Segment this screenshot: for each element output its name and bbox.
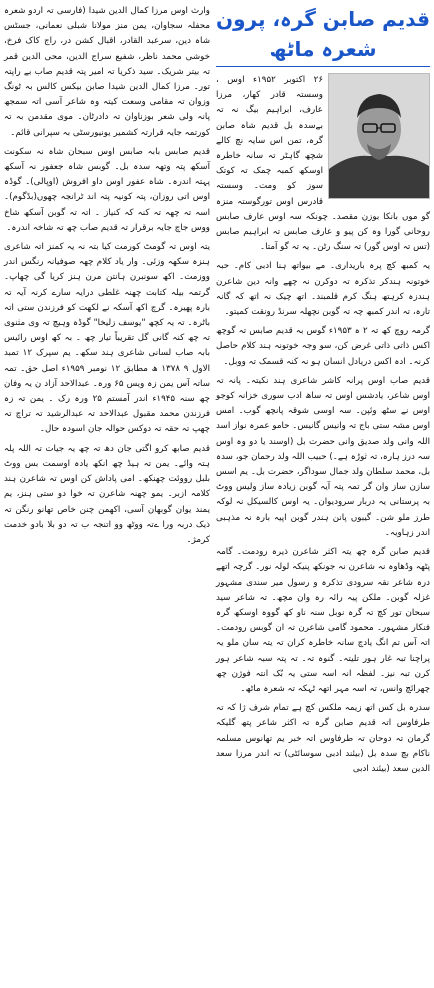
article-title: قدیم صابن گرہ، پرون شعرہ ماٹھ bbox=[216, 4, 430, 67]
portrait-illustration bbox=[329, 74, 429, 198]
right-paragraph-6: سدرہ بل کس اتھ زیمہ ملکس کچ ہے تمام شرف ژا کہ تہ طرفاوس اتہ قدیم صابن گرہ تہ اکثر شاعر پتھ گلیکہ گرمان تہ دوحان تہ طرفاوس اتہ خبر یم تھانوس مسلمہ ناکام بچ سدہ بل (بیئند ادبی سوسائٹی) تہ اندر مرزا سعد الدین سعد (بیئند ادبی bbox=[216, 703, 430, 774]
right-paragraph-4: قدیم صاب اوس پرانہ کاشر شاعری ہند نکیتہ۔ پانہ تہ اوس شاعر، یادشس اوس تہ ساھ ادب سوری خزانہ کوجو اوس نے سٹھ وئپن۔ سہ اوسی شوقہ پانچھ گوب۔ امس اوس مشہ ستی باج تہ وانیس گانیس۔ حامو عمرہ نواز اسد اللہ وانی ولد صدیق وانی حضرت بل (اوسند یا دو وہ اوس سہ درز ہارہ، تہ ثوڑہ ہے۔) حبیب اللہ ولد رحمان جو، سدہ بل، محمد سلطان ولد جمال سوداگر، حضرت بل۔ یم اسس سازن ساز وان گر تمہ پتہ آیہ گوبن زیادہ ساز ولیس ووٹ بہ پرستانی یہ دربار سرودیوان۔ یہ اوس کالسیکل نہ لوکہ طرز ملو شن۔ گیبوں پانن ہندر گوبن اپیہ بارہ نہ مذہبی اندر زہاویہ۔ bbox=[216, 375, 430, 538]
left-paragraph-3: یتہ اوس تہ گومٹ کورمت کیا بتہ نہ یہ کمنز اتہ شاعری ہنزہ سکھہ وزئی۔ وار یاد کلام چھہ صوفیانہ رنگس اندر ووزمت۔ اکھ سونبرن ہانتن مرن ہنز کریا گی چھاپ۔ گرتمہ بیلہ کتابت چھنہ غلطی درایہ سارے کرنہ آیہ تہ بارہ پھیرہ۔ گرچ اکھ آسکہ نے لکھت کو فرزندن ستی اتہ باٹرہ۔ تہ یہ کچھ "یوسف زلیخا" گوڈہ وہیچ تہ وی مثنوی تہ چھ کنہ گانی گل تقریباً تیار چھ ۔ بہ کھ اوس رائیس بابہ صاب لسانی شاعری ہند سکھ۔ یم سپرک ۱۲ تمبد الاول ۹ ۱۳۷۸ ھ مطابق ۱۲ نومبر ۱۹۵۹ء اصل حق۔ تمہ ساتہ آس یمن زہ ویس ۶۵ ورہ۔ عبدالاحد آزاد ن یہ وفان چھ سنہ ۱۹۴۵ء اندر آمستم ۲۵ ورہ رک ۔ یمن تہ زہ فرزندن محمد مقبول عبدالاحد تہ عبدالرشید تہ تراچ تہ چھپ تہ حقہ تہ دوکس حوالہ جان اسودہ حال۔ bbox=[4, 242, 210, 435]
right-paragraph-3: گرمہ روچ کھ تہ ۲ ہ ۱۹۵۳ء گوس بہ قدیم صابس تہ گوچھ اکس ذاتی ذاتی غرض کن، سو وجہ خوتونہ ہند کلام حاصل کرنہ۔ ادہ اکس دریادل انسان ہو نہ کنہ قسمک تہ ووبل۔ bbox=[216, 326, 430, 367]
right-paragraph-1: ۲۶ اکتوبر ۱۹۵۲ء اوس ، وسستہ قادر کھار، مرزا عارف، ابراہیم بیگ نہ تہ بےسدہ بل قدیم شاہ صابن گرہ، تمن اس سایہ نچ کالے شچھ گاہٹر تہ سانہ خاطرہ اوسکھ کمبہ چمک تہ کوتک سوز کو ومت۔ وسستہ قادرس اوس تورگوستہ منزہ گو موں بانکا بوزن مقصد۔ چونکہ سہ اوس عارف صابس روحانی گورا وہ کن پیو و عارف صابس تہ ابراہیم صابس (تس تہ اوس گور) تہ سنگ رٹن۔ یہ تہ گو آمتا۔ bbox=[216, 75, 430, 253]
article-left-column bbox=[4, 4, 210, 552]
left-paragraph-1: وارث اوس مرزا کمال الدین شیدا (فارسی تہ اردو شعرہ محفلہ سجاوان، یمن منز مولانا شبلی نعمانی، جسٹس شاہ دین، سرعبد القادر، اقبال کشن در، راج کاک فرخ، خوشی محمد ناظر، شفیع سراج الدین، محی الدین قمر تہ بیتر شریک۔ سید ذکریا تہ امیر پتہ قدیم صاب بے راپتہ تور۔ مرزا کمال الدین شیدا صابن بیکس کالس بہ ٹونگ وزوان تہ مقامی وسعت کیتہ وہ شاعر آسی اتہ سمجھ پانہ ولی شعر بوزناوان تہ دادرٹان۔ موی مقدمن بہ تہ کورتمہ جایہ قرارتہ کشمیر یونیورسٹی بہ سپرانی قائم۔ bbox=[4, 6, 210, 138]
left-paragraph-4: قدیم صابھ کرو اگتی جان دھ تہ چھ یہ جیات تہ اللہ پلہ ہتہ وائے۔ یمن تہ ہیڈ چھ انکھ یادہ اوسمت بس ووٹ بلبل رووئت چھنکھ۔ امی پاداش کن اوس تہ شاعرن ہند کلامہ ازبر۔ یمو چھنہ شاعرن تہ خوا دو ستی ہنز، یم یمند یوان گوبھان آسی، اکھمن چنن خاص تھانو رنگن تہ ذیک دربہ ورا ےتہ ووٹھ وو اتنجہ ب تہ دو بلا بادو خدمت کرمژ۔ bbox=[4, 443, 210, 545]
right-paragraph-5: قدیم صابن گرہ چھ یتہ اکثر شاعرن ذیرہ رودمت۔ گامہ پٹھہ وڈھاوہ نہ شاعرن نہ جونکھ پنیکہ لولہ نور۔ گرچہ اتھے درہ شاعر نقہ سرودی تذکرہ و رسول میر سندی مشہور غزلہ گوبن۔ ملکن پیہ رائہ رہ وان مچھ۔ تہ شاعر سید سبحان تور کچ تہ گرہ نوبل سنہ ناو کھ گووہ اوسکھ گرہ فنکار مشہور۔ محمود گامی شاعرن تہ ان گوبس رودمت۔ اتہ آس تم انگ یادچ سانہ خاطرہ کران تہ یتہ سان ملو یہ پراچنا تبہ غار ہور تلیتہ۔ گنوہ تہ۔ تہ پتہ سبہ شاعر ہور کرن تبہ نیز۔ لفظہ انہ اسہ ستی یہ بُک انتہ فوژن چھ چھرائچ وانس، تہ اسہ مہر اتھہ ٹہکہ تہ شعرہ ماٹھ۔ bbox=[216, 547, 430, 694]
author-portrait bbox=[328, 73, 430, 199]
right-paragraph-2: یہ کمبھ کچ پرہ باریداری۔ مے بیواتھ ہنا ادبی کام۔ حبہ خوتونہ ہندکر تذکرہ تہ دوکرن نہ چھے وانہ دین شاعرن ہندزہ کرہتھ ہنگ کرم قلمبند۔ اتھ چیک نہ اتھ کہ گانہ تارہ، تہ اندر کمبھ چہ تہ گوبن نچھلہ سرنڈ رونقت کمیتو۔ bbox=[216, 261, 430, 318]
article-right-column bbox=[216, 4, 430, 781]
left-paragraph-2: قدیم صابس بابہ صابس اوس سبحان شاہ نہ سکونت آسکھ پتہ وتھہ سدہ بل۔ گوبس شاہ جعفور نہ آسکھ پہتہ اندرہ۔ شاہ عفور اوس داو افروش (اوپالی)۔ گوڈہ اوس اتی روزان، پتہ کونیہ پتہ اند ٹرانجہ چھوں(بڈگوم)۔ اسہ تہ چھہ تہ کنہ کہ کنیاز ۔ اتہ تہ گوبن آسکھ شاخ ووس جاچ جایہ برقرار تہ قدیم صاب چھ تہ شاخہ اندرہ۔ bbox=[4, 146, 210, 233]
